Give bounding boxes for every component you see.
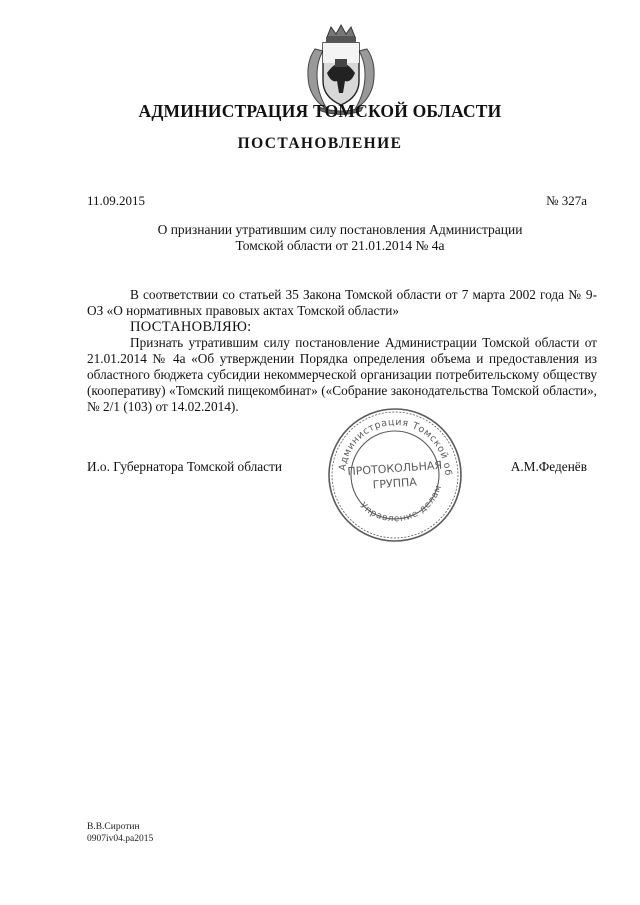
- organization-title: АДМИНИСТРАЦИЯ ТОМСКОЙ ОБЛАСТИ: [138, 101, 502, 121]
- stamp-outer-text: Администрация Томской об: [337, 416, 454, 477]
- official-stamp: [325, 405, 465, 545]
- stamp-inner-line-2: ГРУППА: [372, 475, 418, 492]
- stamp-bottom-text: Управление делам: [357, 483, 445, 525]
- document-type-heading: ПОСТАНОВЛЕНИЕ: [237, 135, 403, 152]
- footer-file-code: 0907iv04.ра2015: [87, 833, 154, 844]
- subject-line-1: О признании утратившим силу постановления Администрации: [157, 222, 523, 237]
- decree-paragraph: Признать утратившим силу постановление Администрации Томской области от 21.01.2014 № 4а «Об утверждении Порядка определения объема и предоставления из областного бюджета субсидии некоммерческой организации потребительскому обществу (кооперативу) «Томский пищекомбинат» («Собрание законодательства Томской области», № 2/1 (103) от 14.02.2014).: [87, 335, 597, 414]
- preamble-paragraph: В соответствии со статьей 35 Закона Томской области от 7 марта 2002 года № 9-ОЗ «О нормативных правовых актах Томской области»: [87, 287, 597, 318]
- decree-word: ПОСТАНОВЛЯЮ:: [130, 319, 252, 335]
- signer-title: И.о. Губернатора Томской области: [87, 459, 283, 474]
- document-subject: [120, 222, 560, 254]
- stamp-inner-line-1: ПРОТОКОЛЬНАЯ: [347, 458, 443, 479]
- signer-name: А.М.Феденёв: [510, 459, 587, 474]
- document-body: [87, 287, 597, 415]
- document-date: 11.09.2015: [87, 193, 146, 208]
- document-number: № 327а: [546, 193, 587, 208]
- subject-line-2: Томской области от 21.01.2014 № 4а: [235, 238, 445, 253]
- footer: [87, 822, 153, 845]
- footer-author: В.В.Сиротин: [87, 822, 140, 832]
